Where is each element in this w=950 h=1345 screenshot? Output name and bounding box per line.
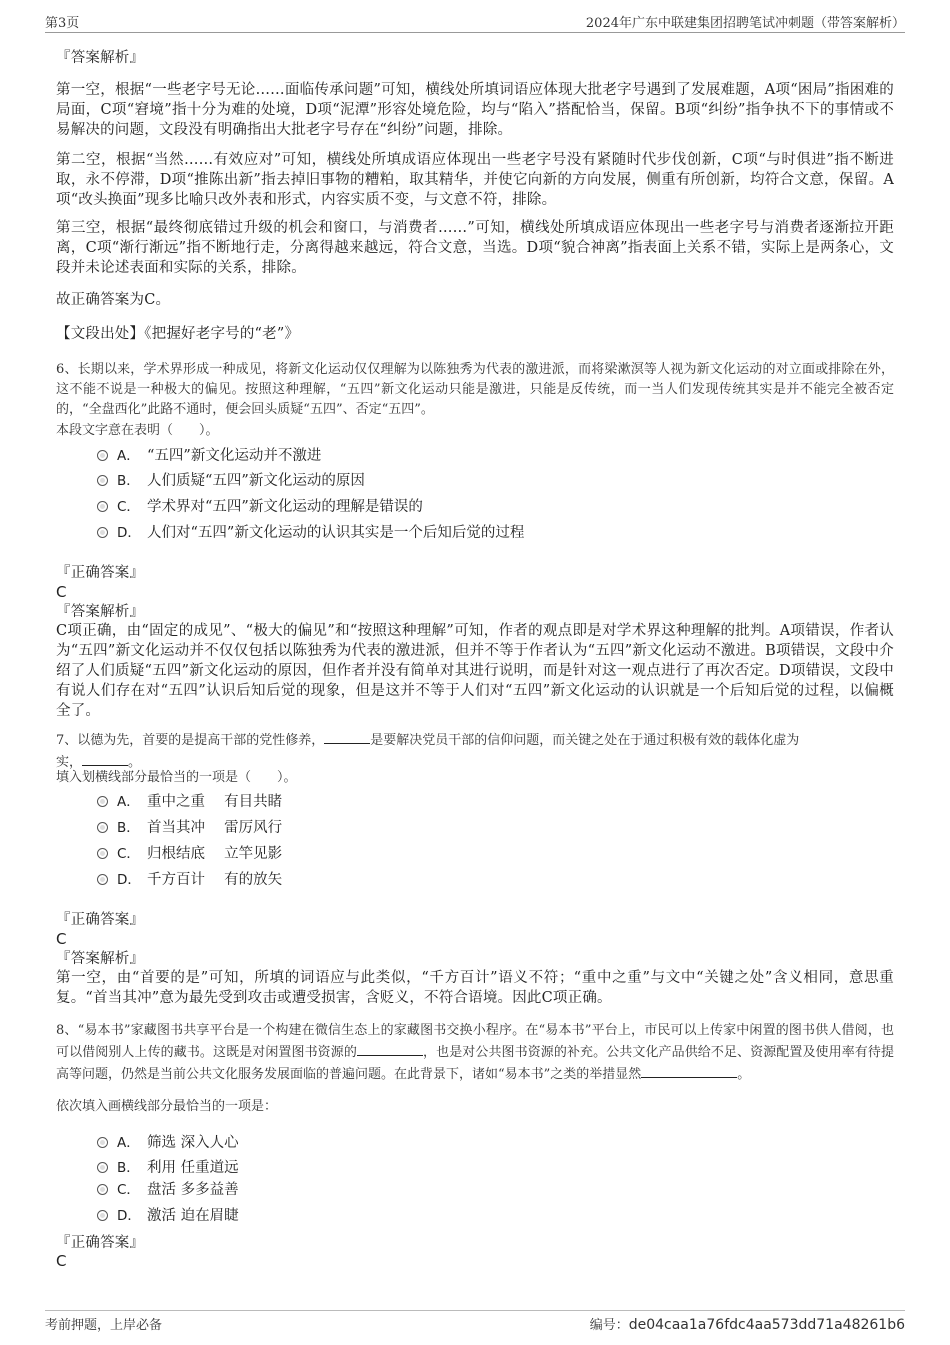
q6-option-c[interactable]: C． 学术界对“五四”新文化运动的理解是错误的 bbox=[97, 494, 423, 516]
radio-icon[interactable] bbox=[97, 1184, 108, 1195]
q8-prompt: 依次填入画横线部分最恰当的一项是： bbox=[56, 1099, 278, 1114]
q8-option-a[interactable]: A． 筛选 深入人心 bbox=[97, 1130, 239, 1152]
radio-icon[interactable] bbox=[97, 848, 108, 859]
q8-option-b[interactable]: B． 利用 任重道远 bbox=[97, 1155, 239, 1177]
q5-source: 【文段出处】《把握好老字号的“老”》 bbox=[56, 326, 300, 342]
q6-option-d[interactable]: D． 人们对“五四”新文化运动的认识其实是一个后知后觉的过程 bbox=[97, 520, 524, 542]
radio-icon[interactable] bbox=[97, 1210, 108, 1221]
q7-answer: C bbox=[56, 930, 67, 948]
q7-option-a[interactable]: A． 重中之重 有目共睹 bbox=[97, 789, 282, 811]
q6-answer-title: 『正确答案』 bbox=[56, 565, 145, 581]
radio-icon[interactable] bbox=[97, 822, 108, 833]
footer-slogan: 考前押题，上岸必备 bbox=[45, 1318, 163, 1333]
q6-analysis: C项正确，由“固定的成见”、“极大的偏见”和“按照这种理解”可知，作者的观点即是对学术界这种理解的批判。A项错误，作者认为“五四”新文化运动并不仅仅包括以陈独秀为代表的激进派，但并不等于作者认为“五四”新文化运动不激进。B项错误，文段中介绍了人们质疑“五四”新文化运动的原因，但作者并没有简单对其进行说明，而是针对这一观点进行了再次否定。D项错误，文段中有说人们存在对“五四”认识后知后觉的现象，但是这并不等于人们对“五四”新文化运动的认识就是一个后知后觉的过程，以偏概全了。 bbox=[56, 623, 894, 719]
radio-icon[interactable] bbox=[97, 796, 108, 807]
q6-analysis-title: 『答案解析』 bbox=[56, 604, 145, 620]
q6-option-b[interactable]: B． 人们质疑“五四”新文化运动的原因 bbox=[97, 468, 365, 490]
q6-option-a[interactable]: A． “五四”新文化运动并不激进 bbox=[97, 443, 321, 465]
q8-blank-2 bbox=[641, 1063, 737, 1078]
q5-analysis-p2: 第二空，根据“当然……有效应对”可知，横线处所填成语应体现出一些老字号没有紧随时代步伐创新，C项“与时俱进”指不断进取，永不停滞，D项“推陈出新”指去掉旧事物的糟粕，取其精华，并使它向新的方向发展，侧重有所创新，均符合文意，保留。A项“改头换面”现多比喻只改外表和形式，内容实质不变，与文意不符，排除。 bbox=[56, 152, 894, 208]
q6-stem: 6、长期以来，学术界形成一种成见，将新文化运动仅仅理解为以陈独秀为代表的激进派，而将梁漱溟等人视为新文化运动的对立面或排除在外，这不能不说是一种极大的偏见。按照这种理解，“五四”新文化运动只能是激进，只能是反传统，而一当人们发现传统其实是并不能完全被否定的，“全盘西化”此路不通时，便会回头质疑“五四”、否定“五四”。 bbox=[56, 362, 894, 417]
q7-option-b[interactable]: B． 首当其冲 雷厉风行 bbox=[97, 815, 282, 837]
page-number: 第3页 bbox=[45, 16, 80, 31]
q6-answer: C bbox=[56, 583, 67, 601]
q5-analysis-title: 『答案解析』 bbox=[56, 50, 145, 66]
q5-analysis-p1: 第一空，根据“一些老字号无论……面临传承问题”可知，横线处所填词语应体现大批老字号遇到了发展难题，A项“困局”指困难的局面，C项“窘境”指十分为难的处境，D项“泥潭”形容处境危险，均与“陷入”搭配恰当，保留。B项“纠纷”指争执不下的事情或不易解决的问题，文段没有明确指出大批老字号存在“纠纷”问题，排除。 bbox=[56, 82, 894, 138]
q7-blank-2 bbox=[82, 751, 128, 766]
q7-answer-title: 『正确答案』 bbox=[56, 912, 145, 928]
radio-icon[interactable] bbox=[97, 1137, 108, 1148]
q8-answer: C bbox=[56, 1252, 67, 1270]
document-title: 2024年广东中联建集团招聘笔试冲刺题（带答案解析） bbox=[585, 16, 905, 31]
q6-prompt: 本段文字意在表明（ ）。 bbox=[56, 423, 219, 438]
q7-analysis: 第一空，由“首要的是”可知，所填的词语应与此类似，“千方百计”语义不符；“重中之重”与文中“关键之处”含义相同，意思重复。“首当其冲”意为最先受到攻击或遭受损害，含贬义，不符合语境。因此C项正确。 bbox=[56, 970, 894, 1006]
q8-option-d[interactable]: D． 激活 迫在眉睫 bbox=[97, 1203, 239, 1225]
q7-option-c[interactable]: C． 归根结底 立竿见影 bbox=[97, 841, 282, 863]
radio-icon[interactable] bbox=[97, 475, 108, 486]
q7-analysis-title: 『答案解析』 bbox=[56, 951, 145, 967]
q8-option-c[interactable]: C． 盘活 多多益善 bbox=[97, 1177, 239, 1199]
footer-id-label: 编号： bbox=[589, 1318, 629, 1333]
page-footer bbox=[45, 1310, 905, 1333]
radio-icon[interactable] bbox=[97, 1162, 108, 1173]
q8-answer-title: 『正确答案』 bbox=[56, 1235, 145, 1251]
q8-blank-1 bbox=[357, 1041, 423, 1056]
q8-stem: 8、“易本书”家藏图书共享平台是一个构建在微信生态上的家藏图书交换小程序。在“易本书”平台上，市民可以上传家中闲置的图书供人借阅，也可以借阅别人上传的藏书。这既是对闲置图书资源的 ，也是对公共图书资源的补充。公共文化产品供给不足、资源配置及使用率有待提高等问题，仍然是当前公共文化服务发展面临的普遍问题。在此背景下，诸如“易本书”之类的举措显然 。 bbox=[56, 1023, 894, 1082]
footer-id bbox=[590, 1314, 905, 1333]
q7-stem: 7、以德为先，首要的是提高干部的党性修养， 是要解决党员干部的信仰问题，而关键之处在于通过积极有效的载体化虚为 实， 。 bbox=[56, 729, 894, 773]
footer-id-code: de04caa1a76fdc4aa573dd71a48261b6 bbox=[628, 1317, 905, 1333]
q5-conclusion: 故正确答案为C。 bbox=[56, 292, 171, 308]
radio-icon[interactable] bbox=[97, 501, 108, 512]
radio-icon[interactable] bbox=[97, 527, 108, 538]
radio-icon[interactable] bbox=[97, 874, 108, 885]
q7-prompt: 填入划横线部分最恰当的一项是（ ）。 bbox=[56, 770, 297, 785]
q7-option-d[interactable]: D． 千方百计 有的放矢 bbox=[97, 867, 282, 889]
q5-analysis-p3: 第三空，根据“最终彻底错过升级的机会和窗口，与消费者……”可知，横线处所填成语应体现出一些老字号与消费者逐渐拉开距离，C项“渐行渐远”指不断地行走，分离得越来越远，符合文意，当选。D项“貌合神离”指表面上关系不错，实际上是两条心，文段并未论述表面和实际的关系，排除。 bbox=[56, 220, 894, 276]
page-header bbox=[45, 12, 905, 33]
q7-blank-1 bbox=[324, 729, 370, 744]
radio-icon[interactable] bbox=[97, 450, 108, 461]
